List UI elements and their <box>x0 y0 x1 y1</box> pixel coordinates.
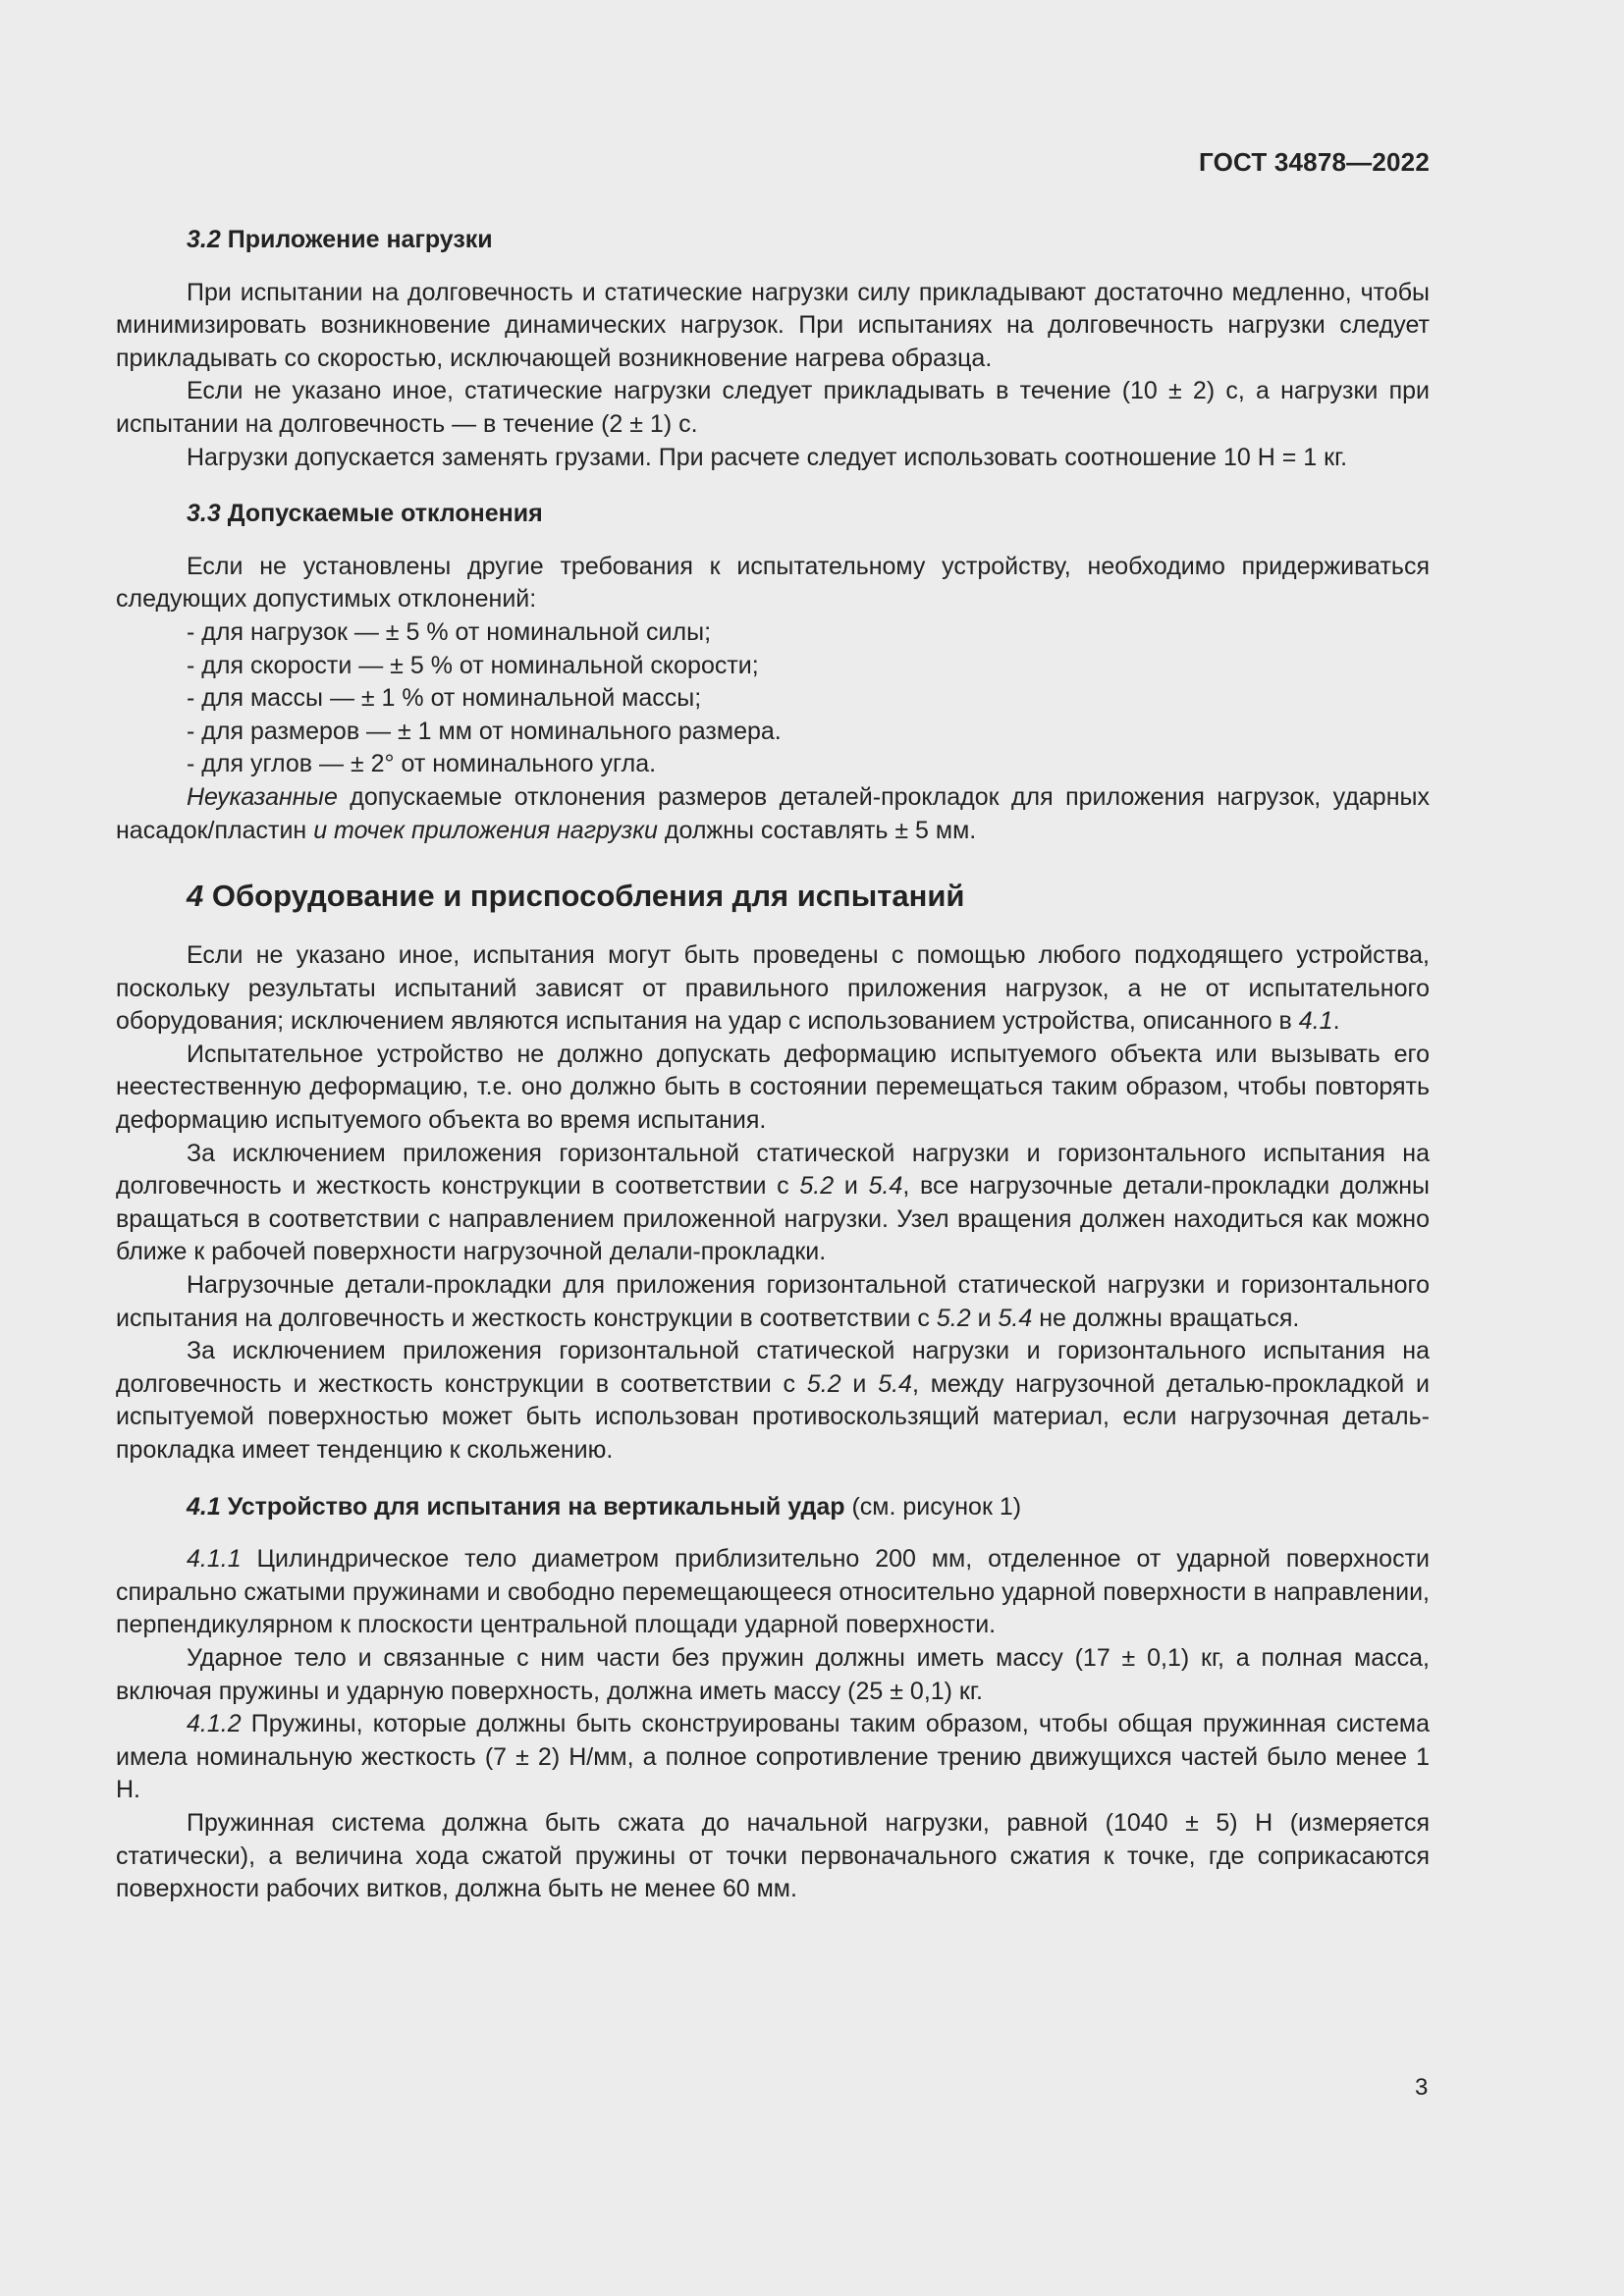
paragraph <box>116 939 1430 1039</box>
section-number: 4.1 <box>187 1492 221 1521</box>
text: , между нагрузочной деталью-прокладкой и испытуемой поверхностью может быть использован противоскользящий материал, если нагрузочная деталь-прокладка имеет тенденцию к скольжению. <box>116 1369 1431 1464</box>
list-item: - для углов — ± 2° от номинального угла. <box>187 748 1430 781</box>
cross-reference: 5.2 <box>806 1369 841 1398</box>
tolerance-list <box>116 616 1430 781</box>
paragraph: Ударное тело и связанные с ним части без пружин должны иметь массу (17 ± 0,1) кг, а полная масса, включая пружины и ударную поверхность, должна иметь массу (25 ± 0,1) кг. <box>116 1643 1430 1705</box>
paragraph <box>116 1335 1430 1467</box>
cross-reference: 4.1 <box>1298 1007 1333 1036</box>
figure-reference: (см. рисунок 1) <box>844 1492 1022 1521</box>
clause-number: 4.1.1 <box>187 1545 242 1574</box>
section-3-2-heading <box>116 224 1430 257</box>
cross-reference: 5.4 <box>998 1304 1033 1332</box>
section-4-heading <box>116 877 1430 916</box>
document-code: ГОСТ 34878—2022 <box>1199 147 1430 177</box>
text: и <box>834 1172 869 1201</box>
paragraph: Пружинная система должна быть сжата до начальной нагрузки, равной (1040 ± 5) Н (измеряется статически), а величина хода сжатой пружины от точки первоначального сжатия к точке, где соприкасаются поверхности рабочих витков, должна быть не менее 60 мм. <box>116 1808 1430 1903</box>
section-title: Оборудование и приспособления для испытаний <box>211 879 965 914</box>
paragraph <box>116 1708 1430 1807</box>
text: не должны вращаться. <box>1032 1304 1300 1332</box>
text: и <box>970 1304 999 1332</box>
text: допускаемые отклонения размеров деталей-прокладок для приложения нагрузок, ударных насадок/пластин <box>116 782 1430 844</box>
text: За исключением приложения горизонтальной статической нагрузки и горизонтального испытания на долговечность и жесткость конструкции в соответствии с <box>116 1337 1430 1398</box>
section-title: Устройство для испытания на вертикальный удар <box>227 1492 845 1521</box>
text: Цилиндрическое тело диаметром приблизительно 200 мм, отделенное от ударной поверхности спирально сжатыми пружинами и свободно перемещающееся относительно ударной поверхности в направлении, перпендикулярном к плоскости центральной площади ударной поверхности. <box>116 1545 1430 1639</box>
paragraph: Нагрузки допускается заменять грузами. При расчете следует использовать соотношение 10 Н = 1 кг. <box>187 443 1348 471</box>
cross-reference: 5.4 <box>878 1369 912 1398</box>
list-item: - для нагрузок — ± 5 % от номинальной силы; <box>187 616 1430 650</box>
text: Нагрузочные детали-прокладки для приложения горизонтальной статической нагрузки и горизонтального испытания на долговечность и жесткость конструкции в соответствии с <box>116 1271 1430 1332</box>
paragraph: Если не указано иное, статические нагрузки следует прикладывать в течение (10 ± 2) с, а нагрузки при испытании на долговечность — в течение (2 ± 1) с. <box>116 377 1430 438</box>
paragraph: Испытательное устройство не должно допускать деформацию испытуемого объекта или вызывать его неестественную деформацию, т.е. оно должно быть в состоянии перемещаться таким образом, чтобы повторять деформацию испытуемого объекта во время испытания. <box>116 1040 1430 1135</box>
page-number: 3 <box>1415 2074 1429 2101</box>
text: должны составлять ± 5 мм. <box>657 816 977 844</box>
paragraph <box>116 1138 1430 1269</box>
section-title: Приложение нагрузки <box>227 226 493 253</box>
section-number: 4 <box>187 879 204 914</box>
page-content <box>116 224 1430 1906</box>
cross-reference: 5.2 <box>936 1304 971 1332</box>
clause-number: 4.1.2 <box>187 1710 242 1738</box>
list-item: - для массы — ± 1 % от номинальной массы; <box>187 682 1430 716</box>
text: , все нагрузочные детали-прокладки должны вращаться в соответствии с направлением приложенной нагрузки. Узел вращения должен находиться как можно ближе к рабочей поверхности нагрузочной делали-прокладки. <box>116 1172 1430 1266</box>
text: Если не указано иное, испытания могут быть проведены с помощью любого подходящего устройства, поскольку результаты испытаний зависят от правильного приложения нагрузок, а не от испытательного оборудования; исключением являются испытания на удар с использованием устройства, описанного в <box>116 941 1430 1036</box>
italic-text: и точек приложения нагрузки <box>313 816 658 844</box>
list-item: - для скорости — ± 5 % от номинальной скорости; <box>187 650 1430 683</box>
text: и <box>840 1369 879 1398</box>
paragraph: При испытании на долговечность и статические нагрузки силу прикладывают достаточно медленно, чтобы минимизировать возникновение динамических нагрузок. При испытаниях на долговечность нагрузки следует прикладывать со скоростью, исключающей возникновение нагрева образца. <box>116 278 1430 372</box>
paragraph <box>116 1269 1430 1335</box>
paragraph <box>116 1543 1430 1642</box>
cross-reference: 5.2 <box>799 1172 835 1201</box>
section-4-1-heading <box>116 1491 1430 1524</box>
section-number: 3.2 <box>187 226 221 253</box>
section-title: Допускаемые отклонения <box>227 500 543 528</box>
paragraph <box>116 781 1430 847</box>
italic-text: Неуказанные <box>187 782 338 811</box>
paragraph: Если не установлены другие требования к испытательному устройству, необходимо придерживаться следующих допустимых отклонений: <box>116 552 1430 614</box>
list-item: - для размеров — ± 1 мм от номинального размера. <box>187 716 1430 749</box>
section-3-3-heading <box>116 498 1430 531</box>
section-number: 3.3 <box>187 500 221 528</box>
text: . <box>1332 1007 1340 1036</box>
text: За исключением приложения горизонтальной статической нагрузки и горизонтального испытания на долговечность и жесткость конструкции в соответствии с <box>116 1139 1430 1201</box>
cross-reference: 5.4 <box>868 1172 903 1201</box>
text: Пружины, которые должны быть сконструированы таким образом, чтобы общая пружинная система имела номинальную жесткость (7 ± 2) Н/мм, а полное сопротивление трению движущихся частей было менее 1 Н. <box>116 1710 1430 1804</box>
